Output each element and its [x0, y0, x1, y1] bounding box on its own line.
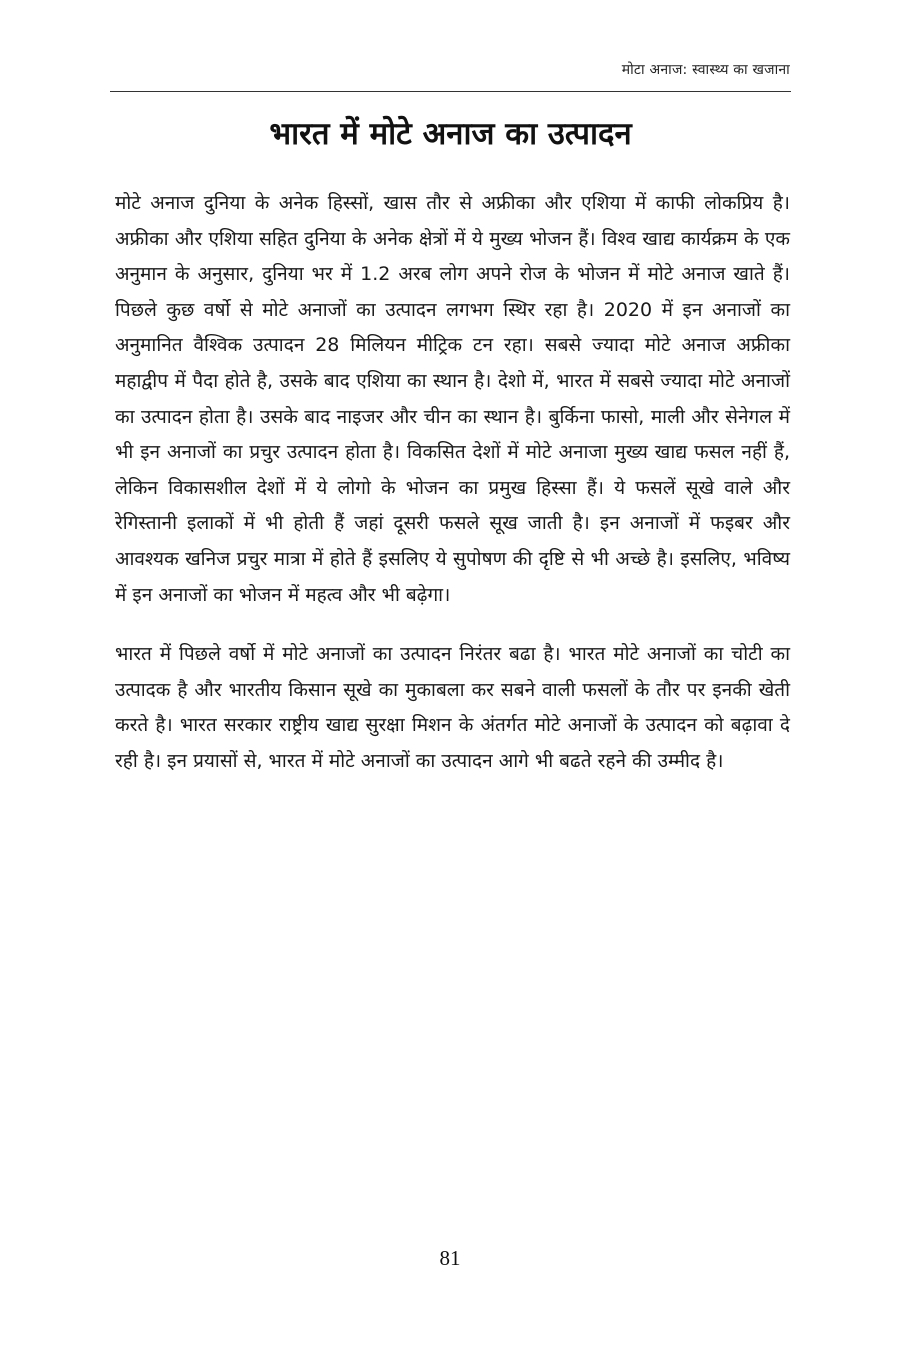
running-header: मोटा अनाज: स्वास्थ्य का खजाना: [621, 62, 790, 78]
paragraph-india-production: भारत में पिछले वर्षो में मोटे अनाजों का उत्पादन निरंतर बढा है। भारत मोटे अनाजों का चोटी का उत्पादक है और भारतीय किसान सूखे का मुकाबला कर सबने वाली फसलों के तौर पर इनकी खेती करते है। भारत सरकार राष्ट्रीय खाद्य सुरक्षा मिशन के अंतर्गत मोटे अनाजों के उत्पादन को बढ़ावा दे रही है। इन प्रयासों से, भारत में मोटे अनाजों का उत्पादन आगे भी बढते रहने की उम्मीद है।: [115, 643, 790, 772]
header-rule: [110, 91, 791, 92]
body-text: [115, 186, 790, 804]
paragraph-production-overview: मोटे अनाज दुनिया के अनेक हिस्सों, खास तौर से अफ्रीका और एशिया में काफी लोकप्रिय है। अफ्रीका और एशिया सहित दुनिया के अनेक क्षेत्रों में ये मुख्य भोजन हैं। विश्व खाद्य कार्यक्रम के एक अनुमान के अनुसार, दुनिया भर में 1.2 अरब लोग अपने रोज के भोजन में मोटे अनाज खाते हैं। पिछले कुछ वर्षो से मोटे अनाजों का उत्पादन लगभग स्थिर रहा है। 2020 में इन अनाजों का अनुमानित वैश्विक उत्पादन 28 मिलियन मीट्रिक टन रहा। सबसे ज्यादा मोटे अनाज अफ्रीका महाद्वीप में पैदा होते है, उसके बाद एशिया का स्थान है। देशो में, भारत में सबसे ज्यादा मोटे अनाजों का उत्पादन होता है। उसके बाद नाइजर और चीन का स्थान है। बुर्किना फासो, माली और सेनेगल में भी इन अनाजों का प्रचुर उत्पादन होता है। विकसित देशों में मोटे अनाजा मुख्य खाद्य फसल नहीं हैं, लेकिन विकासशील देशों में ये लोगो के भोजन का प्रमुख हिस्सा हैं। ये फसलें सूखे वाले और रेगिस्तानी इलाकों में भी होती हैं जहां दूसरी फसले सूख जाती है। इन अनाजों में फइबर और आवश्यक खनिज प्रचुर मात्रा में होते हैं इसलिए ये सुपोषण की दृष्टि से भी अच्छे है। इसलिए, भविष्य में इन अनाजों का भोजन में महत्व और भी बढ़ेगा।: [115, 192, 790, 606]
page-title: भारत में मोटे अनाज का उत्पादन: [269, 116, 632, 152]
page-number: 81: [439, 1246, 461, 1270]
